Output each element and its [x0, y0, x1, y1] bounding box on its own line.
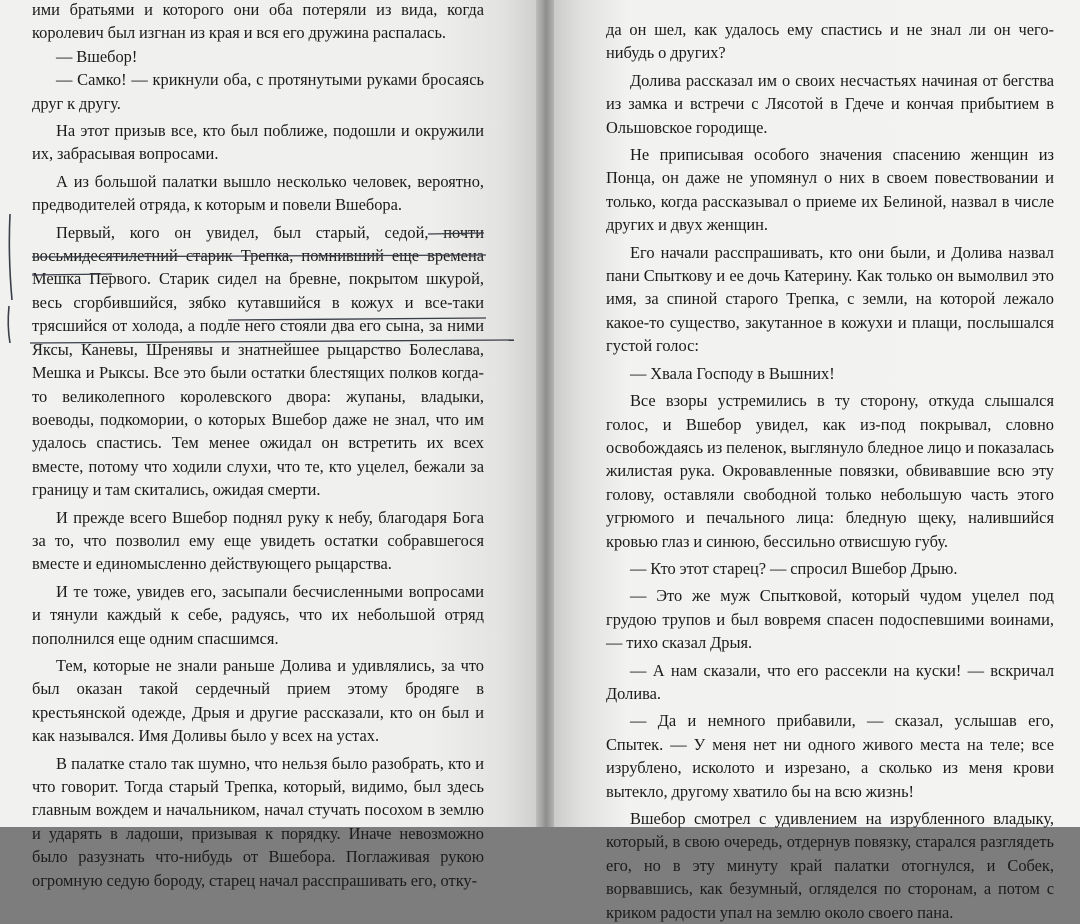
- paragraph: Первый, кого он увидел, был старый, седой, почти восьмидесятилетний старик Трепка, помнивший еще времена Мешка Первого. Старик сидел на бревне, покрытом шкурой, весь сгорбившийся, зябко кутавшийся в кожух и все-таки трясшийся от холода, а подле него стояли два его сына, за ними Яксы, Каневы, Шренявы и знатнейшее рыцарство Болеслава, Мешка и Рыксы. Все это были остатки блестящих полков когда-то великолепного королевского двора: жупаны, владыки, воеводы, подкомории, о которых Вшебор даже не знал, что им удалось спастись. Тем менее ожидал он встретить их всех вместе, потому что ходили слухи, что те, кто уцелел, бежали за границу и там скитались, ожидая смерти.: [32, 222, 484, 500]
- left-page-text: [32, 0, 484, 892]
- paragraph: Все взоры устремились в ту сторону, откуда слышался голос, и Вшебор увидел, как из-под покрывал, словно освобождаясь из пеленок, выглянуло бледное лицо и показалась жилистая рука. Окровавленные повязки, обвивавшие всю эту голову, оставляли свободной только небольшую часть этого угрюмого и печального лица: бледную щеку, налившийся кровью глаз и синюю, бессильно отвисшую губу.: [606, 391, 1054, 551]
- paragraph: — Самко! — крикнули оба, с протянутыми руками бросаясь друг к другу.: [32, 70, 484, 113]
- paragraph: И те тоже, увидев его, засыпали бесчисленными вопросами и тянули каждый к себе, радуясь, что их небольшой отряд пополнился еще одним спасшимся.: [32, 581, 484, 648]
- left-page: [0, 0, 536, 890]
- paragraph: — Это же муж Спытковой, который чудом уцелел под грудою трупов и был вовремя спасен подоспевшими воинами, — тихо сказал Дрыя.: [606, 586, 1054, 653]
- paragraph: В палатке стало так шумно, что нельзя было разобрать, кто и что говорит. Тогда старый Трепка, который, видимо, был здесь главным вождем и начальником, начал стучать посохом в землю и ударять в ладоши, призывая к порядку. Иначе невозможно было разузнать что-нибудь от Вшебора. Поглаживая рукою огромную седую бороду, старец начал расспрашивать его, отку-: [32, 753, 484, 890]
- paragraph: ими братьями и которого они оба потеряли из вида, когда королевич был изгнан из края и вся его дружина распалась.: [32, 0, 484, 43]
- paragraph: А из большой палатки вышло несколько человек, вероятно, предводителей отряда, к которым и повели Вшебора.: [32, 171, 484, 215]
- right-page-text: [606, 18, 1054, 924]
- paragraph: — Хвала Господу в Вышних!: [630, 363, 835, 383]
- right-page: [554, 0, 1080, 922]
- paragraph: Его начали расспрашивать, кто они были, и Долива назвал пани Спыткову и ее дочь Катерину. Как только он вымолвил это имя, за спиной старого Трепка, с земли, на которой лежало какое-то существо, закутанное в кожухи и плащи, послышался густой голос:: [606, 242, 1054, 356]
- paragraph: — А нам сказали, что его рассекли на куски! — вскричал Долива.: [606, 660, 1054, 703]
- book-spine: [536, 0, 554, 827]
- paragraph: На этот призыв все, кто был поближе, подошли и окружили их, забрасывая вопросами.: [32, 121, 484, 164]
- paragraph: Не приписывая особого значения спасению женщин из Понца, он даже не упомянул о них в своем повествовании и только, когда рассказывал о приеме их Белиной, назвал в числе других и двух женщин.: [606, 145, 1054, 235]
- paragraph: Долива рассказал им о своих несчастьях начиная от бегства из замка и встречи с Лясотой в Гдече и кончая прибытием в Ольшовское городище.: [606, 70, 1054, 137]
- paragraph: Вшебор смотрел с удивлением на изрубленного владыку, который, в свою очередь, отдернув повязку, старался разглядеть его, но в эту минуту край палатки отогнулся, и Собек, ворвавшись, как безумный, огляделся по сторонам, а потом с криком радости упал на землю около своего пана.: [606, 809, 1054, 922]
- paragraph: — Кто этот старец? — спросил Вшебор Дрыю.: [630, 558, 958, 578]
- paragraph: И прежде всего Вшебор поднял руку к небу, благодаря Бога за то, что позволил ему еще увидеть остатки собравшегося вместе и единомысленно действующего рыцарства.: [32, 507, 484, 574]
- paragraph: — Вшебор!: [56, 46, 138, 66]
- paragraph: да он шел, как удалось ему спастись и не знал ли он чего-нибудь о других?: [606, 20, 1054, 63]
- paragraph: Тем, которые не знали раньше Долива и удивлялись, за что был оказан такой сердечный прием этому бродяге в крестьянской одежде, Дрыя и другие рассказали, кто он был и как назывался. Имя Доливы было у всех на устах.: [32, 655, 484, 746]
- paragraph: — Да и немного прибавили, — сказал, услышав его, Спытек. — У меня нет ни одного живого места на теле; все изрублено, исколото и изрезано, а сколько из меня крови вытекло, другому хватило бы на всю жизнь!: [606, 711, 1054, 801]
